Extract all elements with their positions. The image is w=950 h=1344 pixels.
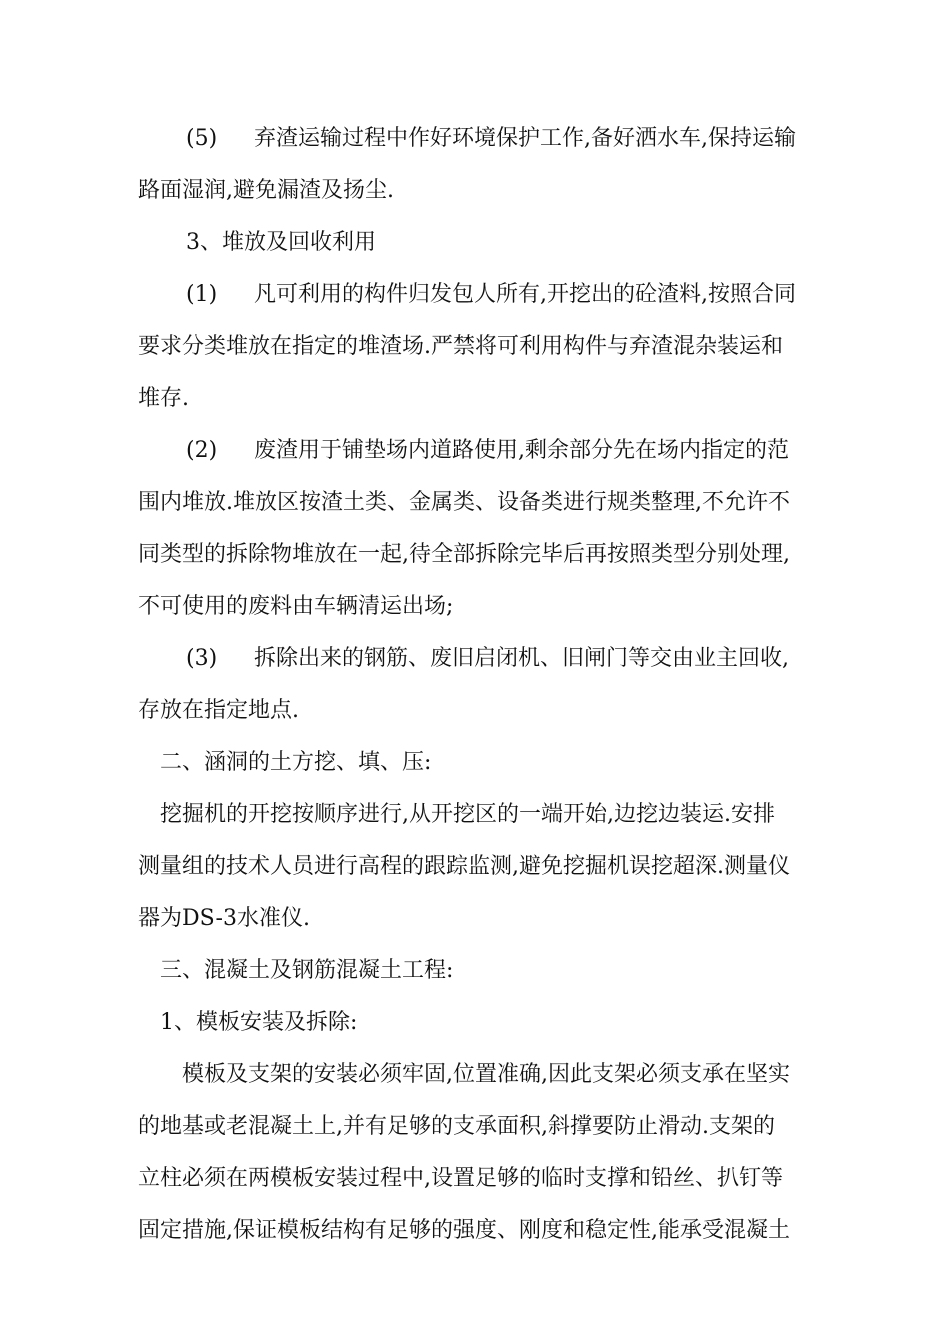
paragraph-line: 同类型的拆除物堆放在一起,待全部拆除完毕后再按照类型分别处理, bbox=[138, 542, 790, 567]
paragraph-line: 固定措施,保证模板结构有足够的强度、刚度和稳定性,能承受混凝土 bbox=[138, 1218, 790, 1243]
paragraph-line: 不可使用的废料由车辆清运出场; bbox=[138, 594, 454, 619]
section-heading: 三、混凝土及钢筋混凝土工程: bbox=[160, 958, 454, 983]
paragraph-line: 要求分类堆放在指定的堆渣场.严禁将可利用构件与弃渣混杂装运和 bbox=[138, 334, 783, 359]
item-number: (3) bbox=[186, 646, 218, 671]
paragraph-line: 器为DS-3水准仪. bbox=[138, 906, 310, 931]
paragraph-line: 测量组的技术人员进行高程的跟踪监测,避免挖掘机误挖超深.测量仪 bbox=[138, 854, 790, 879]
paragraph-line: 立柱必须在两模板安装过程中,设置足够的临时支撑和铅丝、扒钉等 bbox=[138, 1166, 783, 1191]
item-number: (2) bbox=[186, 438, 218, 463]
paragraph-line: 的地基或老混凝土上,并有足够的支承面积,斜撑要防止滑动.支架的 bbox=[138, 1114, 775, 1139]
paragraph-line: 存放在指定地点. bbox=[138, 698, 299, 723]
paragraph-line: 挖掘机的开挖按顺序进行,从开挖区的一端开始,边挖边装运.安排 bbox=[160, 802, 775, 827]
section-heading: 3、堆放及回收利用 bbox=[186, 230, 376, 255]
paragraph-text: 废渣用于铺垫场内道路使用,剩余部分先在场内指定的范 bbox=[254, 438, 789, 463]
list-item bbox=[186, 436, 789, 466]
list-item bbox=[186, 644, 789, 674]
paragraph-text: 凡可利用的构件归发包人所有,开挖出的砼渣料,按照合同 bbox=[254, 282, 796, 307]
item-number: (1) bbox=[186, 282, 218, 307]
paragraph-text: 弃渣运输过程中作好环境保护工作,备好洒水车,保持运输 bbox=[254, 126, 796, 151]
paragraph-line: 围内堆放.堆放区按渣土类、金属类、设备类进行规类整理,不允许不 bbox=[138, 490, 790, 515]
subsection-heading: 1、模板安装及拆除: bbox=[160, 1010, 358, 1035]
paragraph-line: 路面湿润,避免漏渣及扬尘. bbox=[138, 178, 394, 203]
list-item bbox=[186, 280, 796, 310]
paragraph-text: 拆除出来的钢筋、废旧启闭机、旧闸门等交由业主回收, bbox=[254, 646, 789, 671]
section-heading: 二、涵洞的土方挖、填、压: bbox=[160, 750, 432, 775]
list-item bbox=[186, 124, 796, 154]
item-number: (5) bbox=[186, 126, 218, 151]
paragraph-line: 模板及支架的安装必须牢固,位置准确,因此支架必须支承在坚实 bbox=[182, 1062, 790, 1087]
paragraph-line: 堆存. bbox=[138, 386, 189, 411]
